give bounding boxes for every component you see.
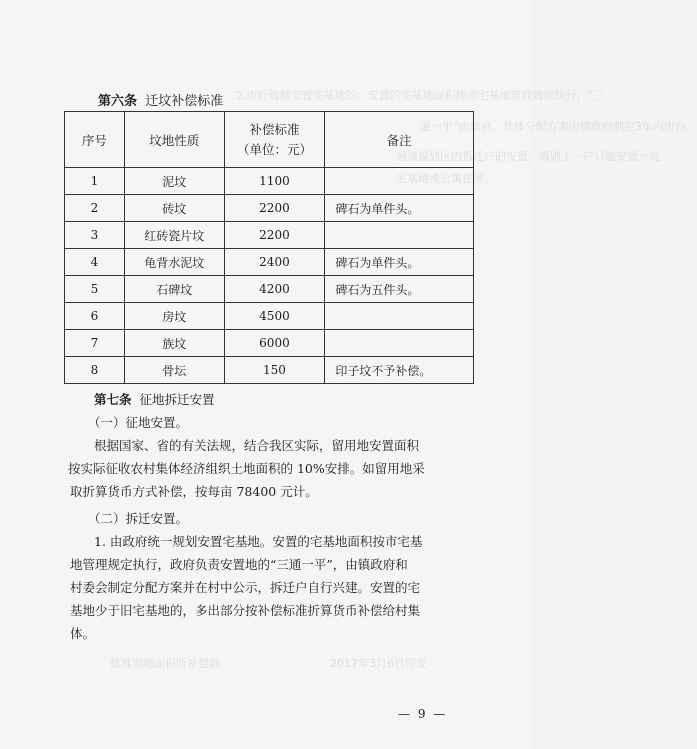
row-no: 3 (65, 222, 125, 249)
paragraph-line: 1. 由政府统一规划安置宅基地。安置的宅基地面积按市宅基 (94, 534, 423, 549)
row-type: 龟背水泥坟 (124, 249, 224, 276)
article-7-body (70, 388, 470, 645)
row-note: 印子坟不予补偿。 (325, 357, 474, 384)
row-no: 6 (65, 303, 125, 330)
paragraph-line: 村委会制定分配方案并在村中公示，拆迁户自行兴建。安置的宅 (70, 580, 421, 595)
row-no: 4 (65, 249, 125, 276)
article-7-title: 征地拆迁安置 (139, 392, 215, 407)
row-amount: 2400 (224, 249, 325, 276)
row-amount: 2200 (224, 195, 325, 222)
row-type: 房坟 (124, 303, 224, 330)
row-type: 泥坟 (124, 168, 224, 195)
row-amount: 4200 (224, 276, 325, 303)
row-note: 碑石为五件头。 (325, 276, 474, 303)
table-row (65, 249, 474, 276)
grave-compensation-table (64, 111, 474, 384)
paragraph-line: 取折算货币方式补偿，按每亩 78400 元计。 (70, 484, 318, 499)
table-row (65, 222, 474, 249)
paragraph-line: 基地少于旧宅基地的，多出部分按补偿标准折算货币补偿给村集 (70, 603, 421, 618)
row-no: 1 (65, 168, 125, 195)
page-number: — 9 — (398, 707, 448, 721)
paragraph-line: 按实际征收农村集体经济组织土地面积的 10%安排。如留用地采 (68, 461, 425, 476)
row-no: 2 (65, 195, 125, 222)
article-6-heading (98, 90, 223, 109)
row-type: 砖坟 (124, 195, 224, 222)
show-through-text: 通一平”由政府。具体分配方案由镇政府制定3年内出台。 (420, 120, 697, 133)
table-row (65, 357, 474, 384)
header-note: 备注 (325, 112, 474, 168)
row-note (325, 168, 474, 195)
header-no: 序号 (65, 112, 125, 168)
header-grave-type: 坟地性质 (124, 112, 224, 168)
show-through-text: 2017年3月6日印发 (330, 657, 427, 670)
table-row (65, 168, 474, 195)
row-amount: 6000 (224, 330, 325, 357)
row-note: 碑石为单件头。 (325, 249, 474, 276)
section-1-title: （一）征地安置。 (88, 415, 189, 430)
row-amount: 150 (224, 357, 325, 384)
row-type: 石碑坟 (124, 276, 224, 303)
paragraph-line: 根据国家、省的有关法规，结合我区实际，留用地安置面积 (94, 438, 420, 453)
table-header-row (65, 112, 474, 168)
row-note (325, 222, 474, 249)
row-no: 8 (65, 357, 125, 384)
table-row (65, 276, 474, 303)
show-through-text: 城镇规划区内拆迁户的安置，原则上一户只能安置一处 (396, 150, 660, 163)
show-through-text: 批准用地面积所补偿款 (110, 657, 220, 670)
row-no: 7 (65, 330, 125, 357)
header-standard-label: 补偿标准 (249, 121, 300, 137)
paragraph-line: 地管理规定执行，政府负责安置地的“三通一平”，由镇政府和 (70, 557, 408, 572)
article-7-number: 第七条 (94, 392, 132, 407)
header-standard-unit: （单位：元） (236, 141, 312, 157)
article-6-number: 第六条 (98, 94, 138, 109)
article-6-title: 迁坟补偿标准 (145, 94, 224, 109)
article-7-heading (70, 388, 470, 411)
row-no: 5 (65, 276, 125, 303)
show-through-text: 宅基地或公寓住房。 (396, 172, 495, 185)
paragraph-line: 体。 (70, 626, 96, 641)
row-note (325, 303, 474, 330)
section-2-title: （二）拆迁安置。 (88, 511, 189, 526)
show-through-text: 2.市行规制安置宅基地的。安置的宅基地面积按市宅基地管理规定执行，“三 (236, 89, 605, 102)
table-row (65, 303, 474, 330)
row-note: 碑石为单件头。 (325, 195, 474, 222)
row-amount: 1100 (224, 168, 325, 195)
row-amount: 2200 (224, 222, 325, 249)
row-type: 骨坛 (124, 357, 224, 384)
row-note (325, 330, 474, 357)
row-type: 族坟 (124, 330, 224, 357)
row-amount: 4500 (224, 303, 325, 330)
table-row (65, 330, 474, 357)
table-row (65, 195, 474, 222)
header-standard (224, 112, 325, 168)
row-type: 红砖瓷片坟 (124, 222, 224, 249)
